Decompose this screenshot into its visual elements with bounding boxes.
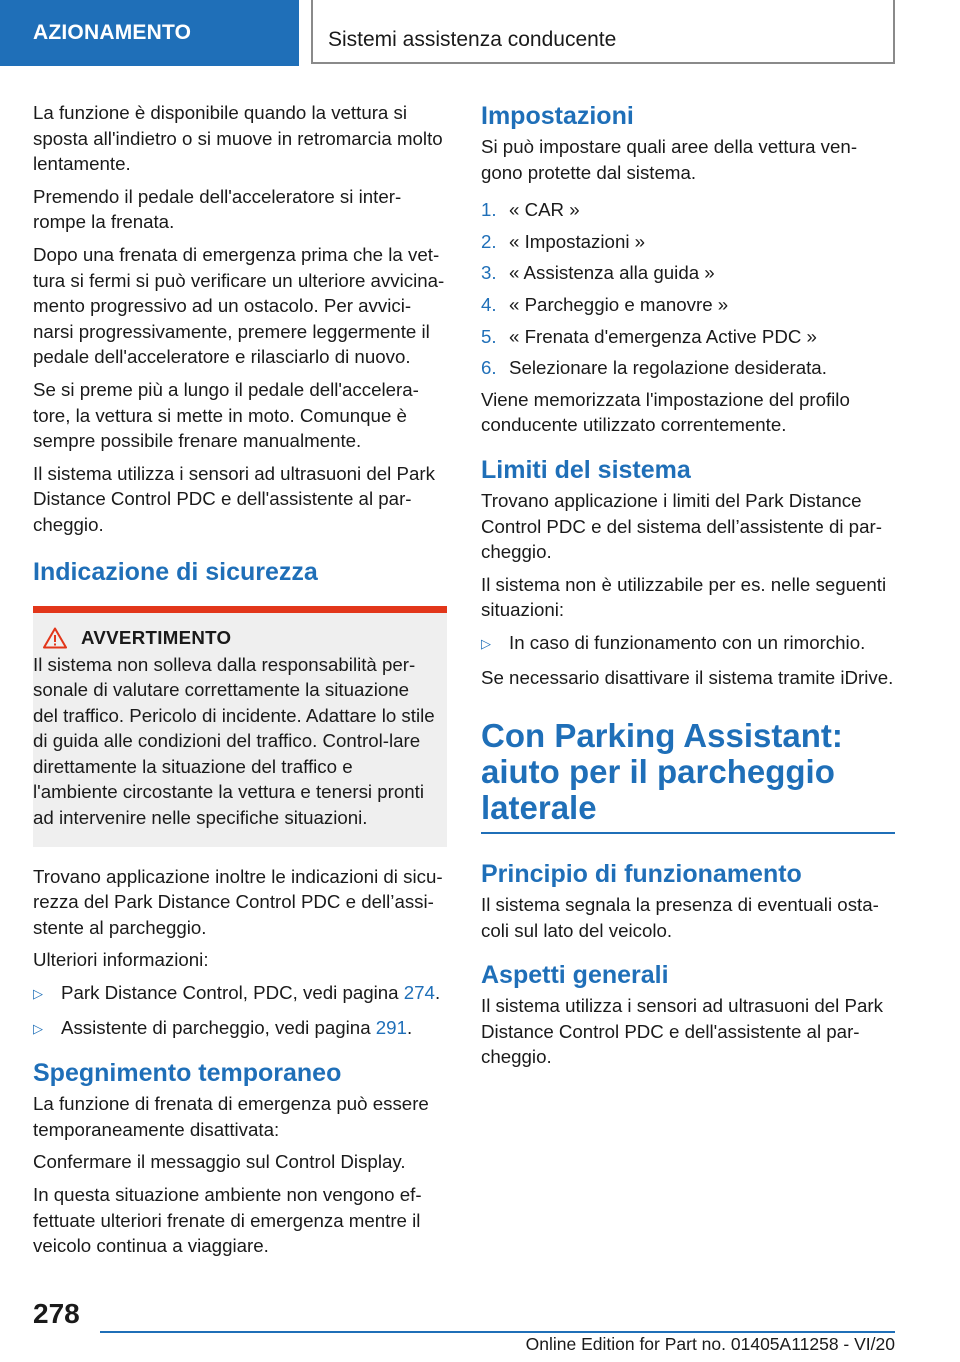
reference-text: Assistente di parcheggio, vedi pagina [61, 1016, 376, 1038]
paragraph: Si può impostare quali aree della vettura ven-gono protette dal sistema. [481, 136, 858, 183]
page-link[interactable]: 274 [403, 982, 435, 1004]
paragraph: Se necessario disattivare il sistema tramite iDrive. [481, 666, 894, 688]
list-item [481, 630, 895, 657]
paragraph: Il sistema utilizza i sensori ad ultrasuoni del Park Distance Control PDC e dell'assistente al par-cheggio. [33, 462, 435, 535]
step-number: 3. [481, 262, 497, 284]
paragraph: Confermare il messaggio sul Control Display. [33, 1151, 406, 1173]
step-number: 2. [481, 230, 497, 252]
list-item [33, 1015, 447, 1042]
triangle-bullet-icon: ▷ [481, 635, 491, 651]
step-number: 1. [481, 199, 497, 221]
warning-box [33, 606, 447, 847]
temporary-off-heading: Spegnimento temporaneo [33, 1059, 342, 1088]
list-item [481, 292, 895, 318]
paragraph: Il sistema utilizza i sensori ad ultrasuoni del Park Distance Control PDC e dell'assistente al par-cheggio. [481, 995, 883, 1068]
paragraph: Il sistema non è utilizzabile per es. nelle seguenti situazioni: [481, 573, 887, 621]
paragraph: In questa situazione ambiente non vengono ef-fettuate ulteriori frenate di emergenza mentre il veicolo continua a viaggiare. [33, 1184, 422, 1257]
reference-text: Park Distance Control, PDC, vedi pagina [61, 982, 404, 1004]
paragraph: La funzione di frenata di emergenza può essere temporaneamente disattivata: [33, 1093, 429, 1140]
limits-heading: Limiti del sistema [481, 455, 691, 484]
step-text: Selezionare la regolazione desiderata. [509, 357, 827, 379]
warning-title: AVVERTIMENTO [81, 626, 232, 648]
paragraph: Premendo il pedale dell'acceleratore si inter-rompe la frenata. [33, 185, 402, 233]
list-item [481, 324, 895, 350]
list-item [481, 229, 895, 255]
step-number: 6. [481, 357, 497, 379]
list-item [481, 260, 895, 286]
edition-text: Online Edition for Part no. 01405A11258 - VI/20 [525, 1334, 895, 1354]
page-header [0, 0, 960, 66]
paragraph: Ulteriori informazioni: [33, 949, 209, 971]
parking-assistant-heading: Con Parking Assistant: aiuto per il parcheggio laterale [481, 717, 843, 827]
warning-triangle-icon [43, 627, 67, 649]
triangle-bullet-icon: ▷ [33, 986, 43, 1002]
list-item [33, 980, 447, 1007]
safety-heading: Indicazione di sicurezza [33, 557, 318, 586]
page-number: 278 [33, 1298, 80, 1329]
paragraph: Trovano applicazione inoltre le indicazioni di sicu-rezza del Park Distance Control PDC e dell’assi-stente al parcheggio. [33, 865, 443, 938]
step-text: « Assistenza alla guida » [509, 262, 715, 284]
warning-header [33, 627, 437, 649]
step-text: « Impostazioni » [509, 230, 646, 252]
reference-list [33, 980, 447, 1041]
paragraph: Se si preme più a lungo il pedale dell'accelera-tore, la vettura si mette in moto. Comunque è sempre possibile frenare manualmente. [33, 378, 419, 452]
paragraph: Viene memorizzata l'impostazione del profilo conducente utilizzato correntemente. [481, 388, 850, 436]
step-text: « Parcheggio e manovre » [509, 293, 729, 315]
step-number: 4. [481, 293, 497, 315]
heading-divider [481, 832, 895, 834]
list-item [481, 355, 895, 381]
reference-punct: . [406, 1016, 413, 1038]
step-text: « CAR » [509, 199, 580, 221]
principle-heading: Principio di funzionamento [481, 860, 802, 889]
paragraph: Trovano applicazione i limiti del Park Distance Control PDC e del sistema dell’assistente di par-cheggio. [481, 489, 882, 563]
limit-text: In caso di funzionamento con un rimorchio. [509, 631, 866, 653]
warning-text: Il sistema non solleva dalla responsabilità per-sonale di valutare correttamente la situazione del traffico. Pericolo di incidente. Adattare lo stile di guida alle condizioni del traffico. Control-lare direttamente la situazione del traffico e l'ambiente circostante la vettura e tenersi pronti ad intervenire nelle specifiche situazioni. [33, 653, 435, 829]
limits-list [481, 630, 895, 657]
page-link[interactable]: 291 [375, 1016, 407, 1038]
section-tab: AZIONAMENTO [0, 0, 299, 66]
step-number: 5. [481, 325, 497, 347]
general-heading: Aspetti generali [481, 961, 669, 990]
paragraph: La funzione è disponibile quando la vettura si sposta all'indietro o si muove in retromarcia molto lentamente. [33, 102, 443, 175]
step-text: « Frenata d'emergenza Active PDC » [509, 325, 817, 347]
triangle-bullet-icon: ▷ [33, 1020, 43, 1036]
settings-steps [481, 197, 895, 381]
list-item [481, 197, 895, 223]
settings-heading: Impostazioni [481, 102, 634, 130]
paragraph: Il sistema segnala la presenza di eventuali osta-coli sul lato del veicolo. [481, 894, 879, 941]
reference-punct: . [434, 982, 441, 1004]
left-column [33, 100, 447, 1266]
paragraph: Dopo una frenata di emergenza prima che la vet-tura si fermi si può verificare un ulteriore avvicina-mento progressivo ad un ostacolo. Per avvici-narsi progressivamente, premere leggermente il pedale dell'acceleratore e rilasciarlo di nuovo. [33, 243, 445, 368]
right-column [481, 100, 895, 1077]
chapter-tab: Sistemi assistenza conducente [311, 0, 895, 64]
